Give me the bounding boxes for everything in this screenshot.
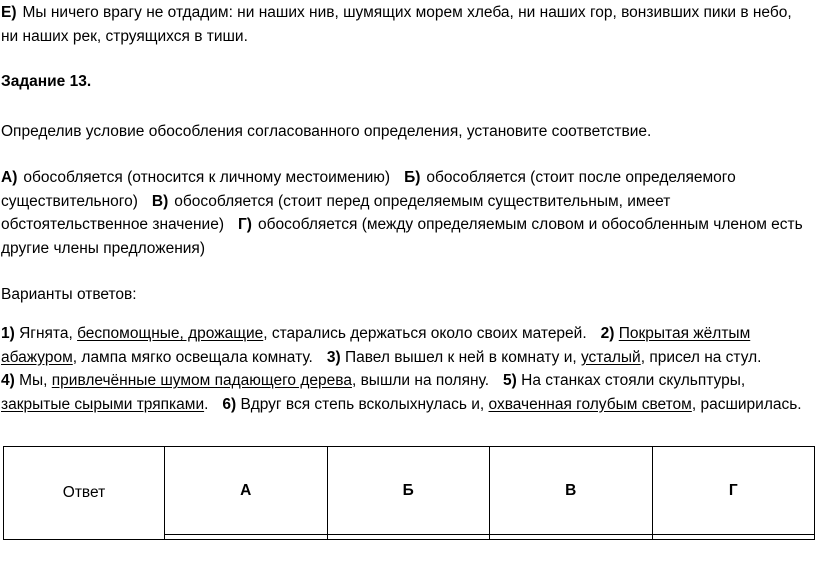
option-letter-v: В) bbox=[151, 192, 169, 210]
answer-cell-b[interactable] bbox=[327, 535, 490, 540]
task-instruction: Определив условие обособления согласованного определения, установите соответствие. bbox=[1, 123, 652, 140]
sentence-text: , старались держаться около своих матерей. bbox=[263, 325, 587, 342]
answer-table bbox=[3, 446, 815, 540]
sentence-text: Мы, bbox=[19, 372, 52, 389]
sentence-number: 2) bbox=[600, 325, 615, 342]
answer-column-v: В bbox=[490, 447, 653, 535]
sentence-underlined-phrase: закрытые сырыми тряпками bbox=[1, 395, 205, 413]
options-block bbox=[1, 166, 813, 260]
sentence-text: Ягнята, bbox=[19, 325, 78, 342]
option-letter-g: Г) bbox=[238, 216, 252, 233]
option-text-a: обособляется (относится к личному местоимению) bbox=[23, 169, 391, 186]
sentence-text: , лампа мягко освещала комнату. bbox=[72, 348, 313, 366]
sentence-text: На станках стояли скульптуры, bbox=[521, 372, 746, 389]
sentence-number: 5) bbox=[503, 372, 517, 389]
option-text-v: обособляется (стоит перед определяемым существительным, имеет обстоятельственное значение) bbox=[1, 192, 671, 233]
sentence-underlined-phrase: Покрытая жёлтым абажуром bbox=[1, 325, 751, 366]
sentence-text: , вышли на поляну. bbox=[351, 372, 490, 389]
previous-item bbox=[1, 1, 813, 48]
sentences-block bbox=[1, 322, 813, 416]
answer-column-b: Б bbox=[327, 447, 490, 535]
sentence-text: Вдруг вся степь всколыхнулась и, bbox=[240, 395, 489, 413]
answer-cell-v[interactable] bbox=[490, 535, 653, 540]
answer-column-g: Г bbox=[652, 447, 815, 535]
answer-table-header-row bbox=[4, 447, 815, 535]
sentence-number: 4) bbox=[1, 372, 15, 389]
option-letter-b: Б) bbox=[404, 169, 421, 186]
sentence-underlined-phrase: беспомощные, дрожащие bbox=[77, 325, 264, 342]
answer-cell-g[interactable] bbox=[652, 535, 815, 540]
sentence-number: 3) bbox=[326, 348, 341, 366]
option-letter-a: А) bbox=[1, 169, 18, 186]
variants-label: Варианты ответов: bbox=[1, 286, 137, 303]
task-title: Задание 13. bbox=[1, 73, 92, 90]
option-text-g: обособляется (между определяемым словом и обособленным членом есть другие члены предложения) bbox=[1, 216, 803, 257]
previous-item-letter: Е) bbox=[1, 4, 17, 21]
sentence-number: 6) bbox=[222, 395, 237, 413]
sentence-underlined-phrase: усталый bbox=[580, 348, 641, 366]
sentence-text: , присел на стул. bbox=[640, 348, 762, 366]
answer-column-a: А bbox=[165, 447, 328, 535]
sentence-underlined-phrase: охваченная голубым светом bbox=[488, 395, 692, 413]
sentence-text: Павел вышел к ней в комнату и, bbox=[344, 348, 581, 366]
answer-row-label: Ответ bbox=[4, 447, 165, 540]
previous-item-text: Мы ничего врагу не отдадим: ни наших нив, шумящих морем хлеба, ни наших гор, вонзивших пики в небо, ни наших рек, струящихся в тиши. bbox=[1, 4, 792, 45]
option-text-b: обособляется (стоит после определяемого существительного) bbox=[1, 169, 736, 210]
sentence-number: 1) bbox=[1, 325, 15, 342]
sentence-text: , расширилась. bbox=[691, 395, 802, 413]
sentence-underlined-phrase: привлечённые шумом падающего дерева bbox=[51, 372, 352, 389]
answer-cell-a[interactable] bbox=[165, 535, 328, 540]
sentence-text: . bbox=[204, 395, 209, 413]
